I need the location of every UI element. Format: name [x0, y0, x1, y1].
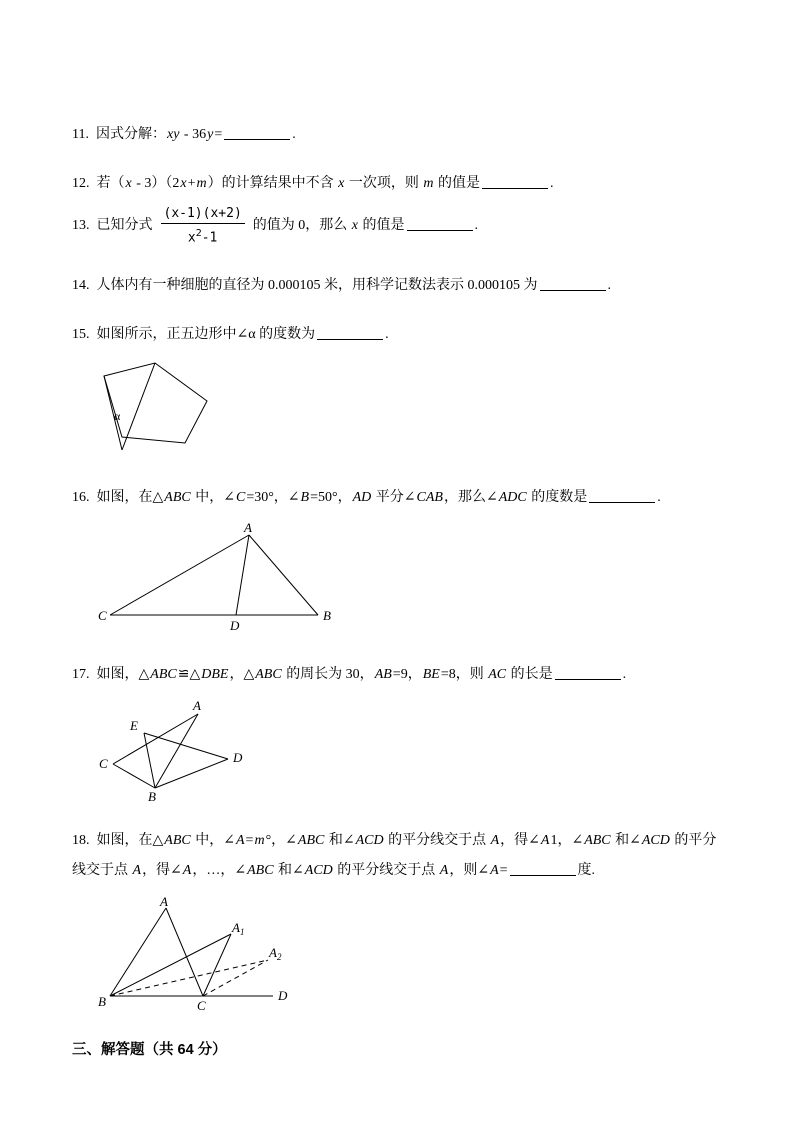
answer-blank[interactable]	[555, 665, 621, 680]
math-var: CAB	[416, 490, 443, 506]
triangle-svg	[96, 520, 336, 635]
question-number: 12.	[72, 176, 90, 191]
math-var: x	[338, 176, 345, 191]
question-text	[97, 667, 627, 682]
text-run: 的度数为	[255, 327, 316, 343]
answer-blank[interactable]	[407, 216, 473, 231]
text-run: 的长是	[507, 667, 553, 683]
math-var: ADC	[498, 490, 527, 506]
text-run: 人体内有一种细胞的直径为 0.000105 米，用科学记数法表示 0.000105 为	[96, 278, 538, 294]
text-run: ，∠	[557, 833, 584, 849]
math-var: AB	[374, 667, 392, 683]
label-B: B	[148, 789, 156, 805]
answer-blank[interactable]	[317, 325, 383, 340]
text-run: - 3）（2	[132, 176, 180, 191]
answer-blank[interactable]	[540, 276, 606, 291]
text-run: .	[549, 176, 554, 191]
math-var: ABC	[164, 490, 191, 506]
section-header: 三、解答题（共 64 分）	[72, 1042, 227, 1059]
math-var: A	[490, 863, 499, 879]
label-E: E	[130, 718, 138, 734]
text-run: 的值为 0，那么	[252, 217, 351, 233]
math-var: A	[182, 863, 192, 879]
math-var: m	[196, 176, 207, 191]
question-number: 17.	[72, 667, 90, 683]
answer-blank[interactable]	[482, 174, 548, 189]
math-var: ABC	[584, 833, 611, 849]
math-var: ACD	[641, 833, 670, 849]
question-number: 18.	[72, 833, 90, 849]
den-base: x	[187, 230, 196, 246]
text-run: .	[607, 278, 611, 294]
den-rest: -1	[201, 230, 218, 246]
math-var: ABC	[247, 863, 274, 879]
bisectors-svg	[98, 896, 298, 1014]
question-14	[72, 276, 727, 295]
text-run: α	[248, 327, 256, 343]
text-run: 的平分线交于点	[384, 833, 490, 849]
answer-blank[interactable]	[510, 861, 576, 876]
text-run: °，∠	[265, 833, 297, 849]
fraction-denominator	[161, 224, 245, 246]
answer-blank[interactable]	[589, 488, 655, 503]
text-run: 平分∠	[372, 490, 416, 506]
math-var: DBE	[201, 667, 229, 683]
bisector-lines	[110, 908, 273, 996]
math-var: m	[423, 176, 434, 191]
text-run: ，得∠	[142, 863, 182, 879]
figure-angle-bisectors	[98, 896, 727, 1014]
math-var: ABC	[255, 667, 282, 683]
congruent-svg	[98, 700, 248, 804]
math-var: B	[300, 490, 310, 506]
math-var: A	[490, 833, 500, 849]
text-run: ，…，∠	[192, 863, 247, 879]
label-A: A	[244, 520, 252, 536]
text-run: 和∠	[611, 833, 641, 849]
label-D: D	[230, 618, 240, 634]
text-run: 一次项，则	[345, 176, 423, 191]
math-var: x	[180, 176, 187, 191]
label-A1: $A_1$	[232, 920, 245, 938]
text-run: ，得∠	[500, 833, 540, 849]
text-run: .	[474, 217, 478, 233]
text-run: =	[245, 833, 254, 849]
text-run: 已知分式	[96, 217, 153, 233]
text-run: 如图，在△	[96, 490, 164, 506]
text-run: 因式分解：	[95, 127, 166, 142]
math-var: x	[125, 176, 132, 191]
math-var: A	[540, 833, 550, 849]
label-A: A	[160, 894, 168, 910]
label-A: A	[193, 698, 201, 714]
text-run: +	[187, 176, 196, 191]
figure-triangle-abc	[96, 520, 727, 635]
text-run: 度.	[577, 863, 596, 879]
math-var: xy	[166, 127, 180, 142]
math-var: m	[254, 833, 265, 849]
question-text	[97, 490, 661, 505]
question-number: 15.	[72, 327, 90, 343]
text-run: .	[292, 127, 296, 142]
fraction	[161, 205, 245, 246]
math-var: y	[207, 127, 214, 142]
fraction-numerator: (x-1)(x+2)	[161, 205, 245, 224]
math-var: ACD	[355, 833, 384, 849]
math-var: AC	[488, 667, 507, 683]
text-run: 的平分线交于点	[72, 833, 717, 879]
text-run: 的周长为 30，	[282, 667, 374, 683]
pentagon-lines	[104, 363, 207, 450]
question-text	[253, 218, 478, 233]
label-alpha: α	[114, 409, 121, 424]
question-text	[97, 278, 612, 293]
text-run: =8，则	[440, 667, 488, 683]
question-number: 16.	[72, 490, 90, 506]
question-18	[72, 826, 727, 886]
label-C: C	[98, 608, 107, 624]
question-number: 14.	[72, 278, 90, 294]
question-text	[97, 327, 389, 342]
text-run: 中，∠	[191, 833, 235, 849]
text-run: ≌△	[177, 667, 201, 683]
pentagon-svg	[100, 358, 220, 458]
math-var: A	[439, 863, 449, 879]
text-run: =	[499, 863, 508, 879]
question-text	[96, 127, 296, 142]
answer-blank[interactable]	[224, 125, 290, 140]
label-D: D	[278, 988, 288, 1004]
math-var: ABC	[150, 667, 177, 683]
text-run: 的平分线交于点	[333, 863, 439, 879]
question-text	[97, 176, 554, 191]
label-C: C	[197, 998, 206, 1014]
text-run: 的度数是	[527, 490, 588, 506]
text-run: .	[657, 490, 661, 506]
den-exponent: 2	[195, 228, 202, 239]
text-run: ）的计算结果中不含	[207, 176, 338, 191]
math-var: x	[351, 217, 358, 233]
text-run: .	[622, 667, 627, 683]
math-var: ABC	[297, 833, 325, 849]
question-16	[72, 488, 727, 507]
text-run: 的值是	[359, 217, 405, 233]
question-number: 11.	[72, 127, 89, 142]
question-text	[72, 833, 716, 878]
text-run: =50°，	[310, 490, 352, 506]
math-var: ABC	[164, 833, 191, 849]
text-run: 如图，在△	[96, 833, 164, 849]
question-13	[72, 205, 727, 246]
question-15	[72, 325, 727, 344]
text-run: 中，∠	[191, 490, 235, 506]
text-run: =30°，∠	[246, 490, 300, 506]
text-run: 如图，△	[96, 667, 150, 683]
label-C: C	[99, 756, 108, 772]
text-run: ，那么∠	[443, 490, 498, 506]
question-11	[72, 125, 727, 144]
figure-pentagon	[100, 358, 727, 458]
text-run: 和∠	[274, 863, 304, 879]
label-B: B	[323, 608, 331, 624]
math-var: BE	[422, 667, 440, 683]
text-run: =9，	[392, 667, 422, 683]
text-run: 和∠	[325, 833, 355, 849]
text-run: 1	[550, 833, 558, 849]
question-number: 13.	[72, 217, 90, 233]
question-text	[97, 218, 153, 233]
triangle-lines	[110, 535, 318, 615]
math-var: A	[132, 863, 142, 879]
text-run: =	[214, 127, 223, 142]
label-A2: $A_2$	[269, 945, 282, 963]
text-run: 如图所示，正五边形中∠	[96, 327, 249, 343]
question-17	[72, 665, 727, 684]
label-D: D	[233, 750, 243, 766]
text-run: - 36	[180, 127, 207, 142]
text-run: ，则∠	[449, 863, 490, 879]
math-var: C	[235, 490, 246, 506]
text-run: .	[385, 327, 389, 343]
text-run: 若（	[96, 176, 125, 191]
math-var: A	[235, 833, 245, 849]
question-12	[72, 174, 727, 193]
math-var: AD	[352, 490, 372, 506]
figure-congruent-triangles	[98, 700, 727, 804]
text-run: 的值是	[434, 176, 480, 191]
label-B: B	[98, 994, 106, 1010]
text-run: ，△	[229, 667, 255, 683]
math-var: ACD	[304, 863, 333, 879]
